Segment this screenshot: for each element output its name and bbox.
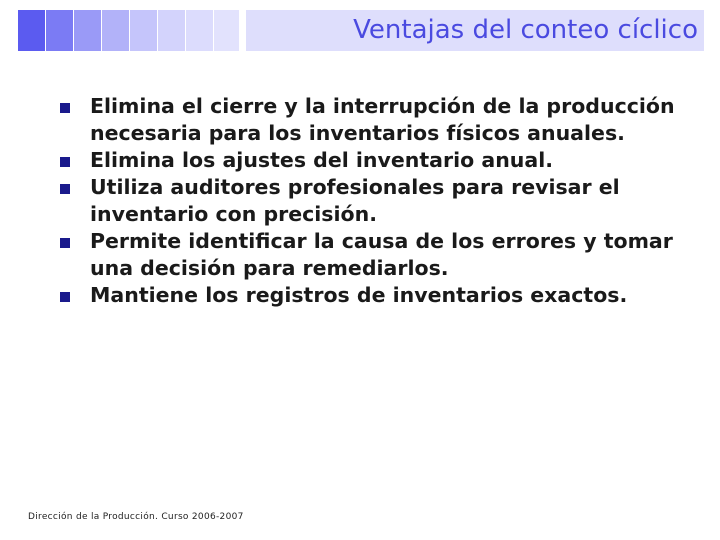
bullet-text: Elimina el cierre y la interrupción de la producción necesaria para los inventarios físicos anuales. xyxy=(90,94,675,145)
square-bullet-icon xyxy=(60,103,70,113)
square-bullet-icon xyxy=(60,157,70,167)
header-block xyxy=(46,10,73,51)
bullet-text: Mantiene los registros de inventarios exactos. xyxy=(90,283,628,307)
slide-footer: Dirección de la Producción. Curso 2006-2007 xyxy=(28,512,244,522)
bullet-item xyxy=(58,174,698,228)
header-block xyxy=(214,10,239,51)
square-bullet-icon xyxy=(60,184,70,194)
header-block xyxy=(158,10,185,51)
bullet-text: Utiliza auditores profesionales para revisar el inventario con precisión. xyxy=(90,175,620,226)
bullet-item xyxy=(58,93,698,147)
header-block xyxy=(186,10,213,51)
square-bullet-icon xyxy=(60,292,70,302)
slide-title: Ventajas del conteo cíclico xyxy=(353,15,698,45)
header-block xyxy=(74,10,101,51)
bullet-text: Elimina los ajustes del inventario anual. xyxy=(90,148,554,172)
header-block xyxy=(102,10,129,51)
header-block xyxy=(18,10,45,51)
bullet-item xyxy=(58,228,698,282)
bullet-item xyxy=(58,147,698,174)
square-bullet-icon xyxy=(60,238,70,248)
header-block xyxy=(130,10,157,51)
bullet-list xyxy=(58,93,698,309)
bullet-text: Permite identificar la causa de los errores y tomar una decisión para remediarlos. xyxy=(90,229,673,280)
bullet-item xyxy=(58,282,698,309)
